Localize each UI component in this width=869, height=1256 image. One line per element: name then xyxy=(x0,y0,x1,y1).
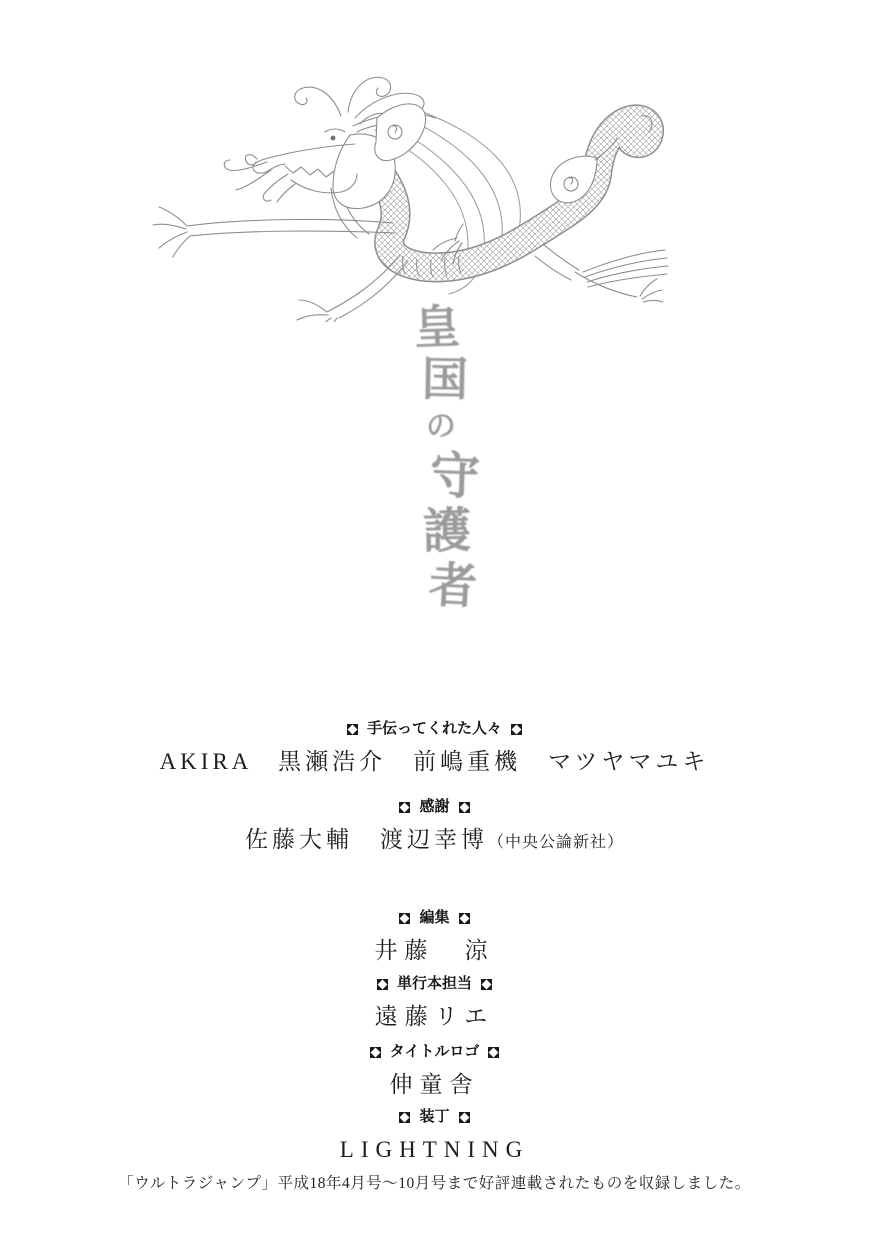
serialization-note: 「ウルトラジャンプ」平成18年4月号〜10月号まで好評連載されたものを収録しました。 xyxy=(118,1175,751,1192)
credits-section-tankobon xyxy=(0,976,869,1032)
section-marker-icon xyxy=(459,913,470,924)
section-marker-icon xyxy=(511,724,522,735)
section-names: LIGHTNING xyxy=(339,1137,530,1162)
section-header-label: 手伝ってくれた人々 xyxy=(366,720,502,737)
series-title-calligraphy xyxy=(394,302,494,614)
credits-section-helpers xyxy=(0,721,869,777)
section-marker-icon xyxy=(399,1112,410,1123)
credits-section-thanks xyxy=(0,799,869,858)
title-char: 皇 xyxy=(413,301,461,354)
section-names: AKIRA 黒瀬浩介 前嶋重機 マツヤマユキ xyxy=(159,749,710,774)
section-names: 井藤 涼 xyxy=(374,938,495,963)
section-marker-icon xyxy=(399,913,410,924)
section-marker-icon xyxy=(481,979,492,990)
section-header xyxy=(0,910,869,926)
section-header-label: 単行本担当 xyxy=(396,975,472,992)
section-header-label: 編集 xyxy=(419,909,450,926)
title-char: の xyxy=(424,408,458,445)
title-char: 守 xyxy=(429,447,481,505)
credits-block xyxy=(0,721,869,1165)
title-char: 国 xyxy=(421,353,469,406)
section-marker-icon xyxy=(399,802,410,813)
credits-section-editor xyxy=(0,910,869,966)
section-header xyxy=(0,1109,869,1125)
section-marker-icon xyxy=(347,724,358,735)
section-marker-icon xyxy=(459,1112,470,1123)
section-header-label: 装丁 xyxy=(419,1108,450,1125)
section-header-label: 感謝 xyxy=(419,798,450,815)
section-names xyxy=(0,825,869,858)
dragon-illustration xyxy=(145,60,685,322)
section-header-label: タイトルロゴ xyxy=(389,1043,480,1060)
section-marker-icon xyxy=(459,802,470,813)
thanks-names: 佐藤大輔 渡辺幸博 xyxy=(244,827,488,852)
title-char: 護 xyxy=(422,504,472,559)
section-header xyxy=(0,1044,869,1060)
section-header xyxy=(0,799,869,815)
title-char: 者 xyxy=(427,558,479,615)
section-names: 遠藤リエ xyxy=(374,1004,495,1029)
dragon-line-art-svg xyxy=(145,60,685,322)
section-header xyxy=(0,721,869,737)
section-marker-icon xyxy=(377,979,388,990)
section-marker-icon xyxy=(488,1047,499,1058)
section-header xyxy=(0,976,869,992)
thanks-affiliation: （中央公論新社） xyxy=(487,834,624,851)
section-marker-icon xyxy=(370,1047,381,1058)
section-names: 伸童舎 xyxy=(389,1072,480,1097)
credits-section-title-logo xyxy=(0,1044,869,1100)
credits-section-design xyxy=(0,1109,869,1165)
